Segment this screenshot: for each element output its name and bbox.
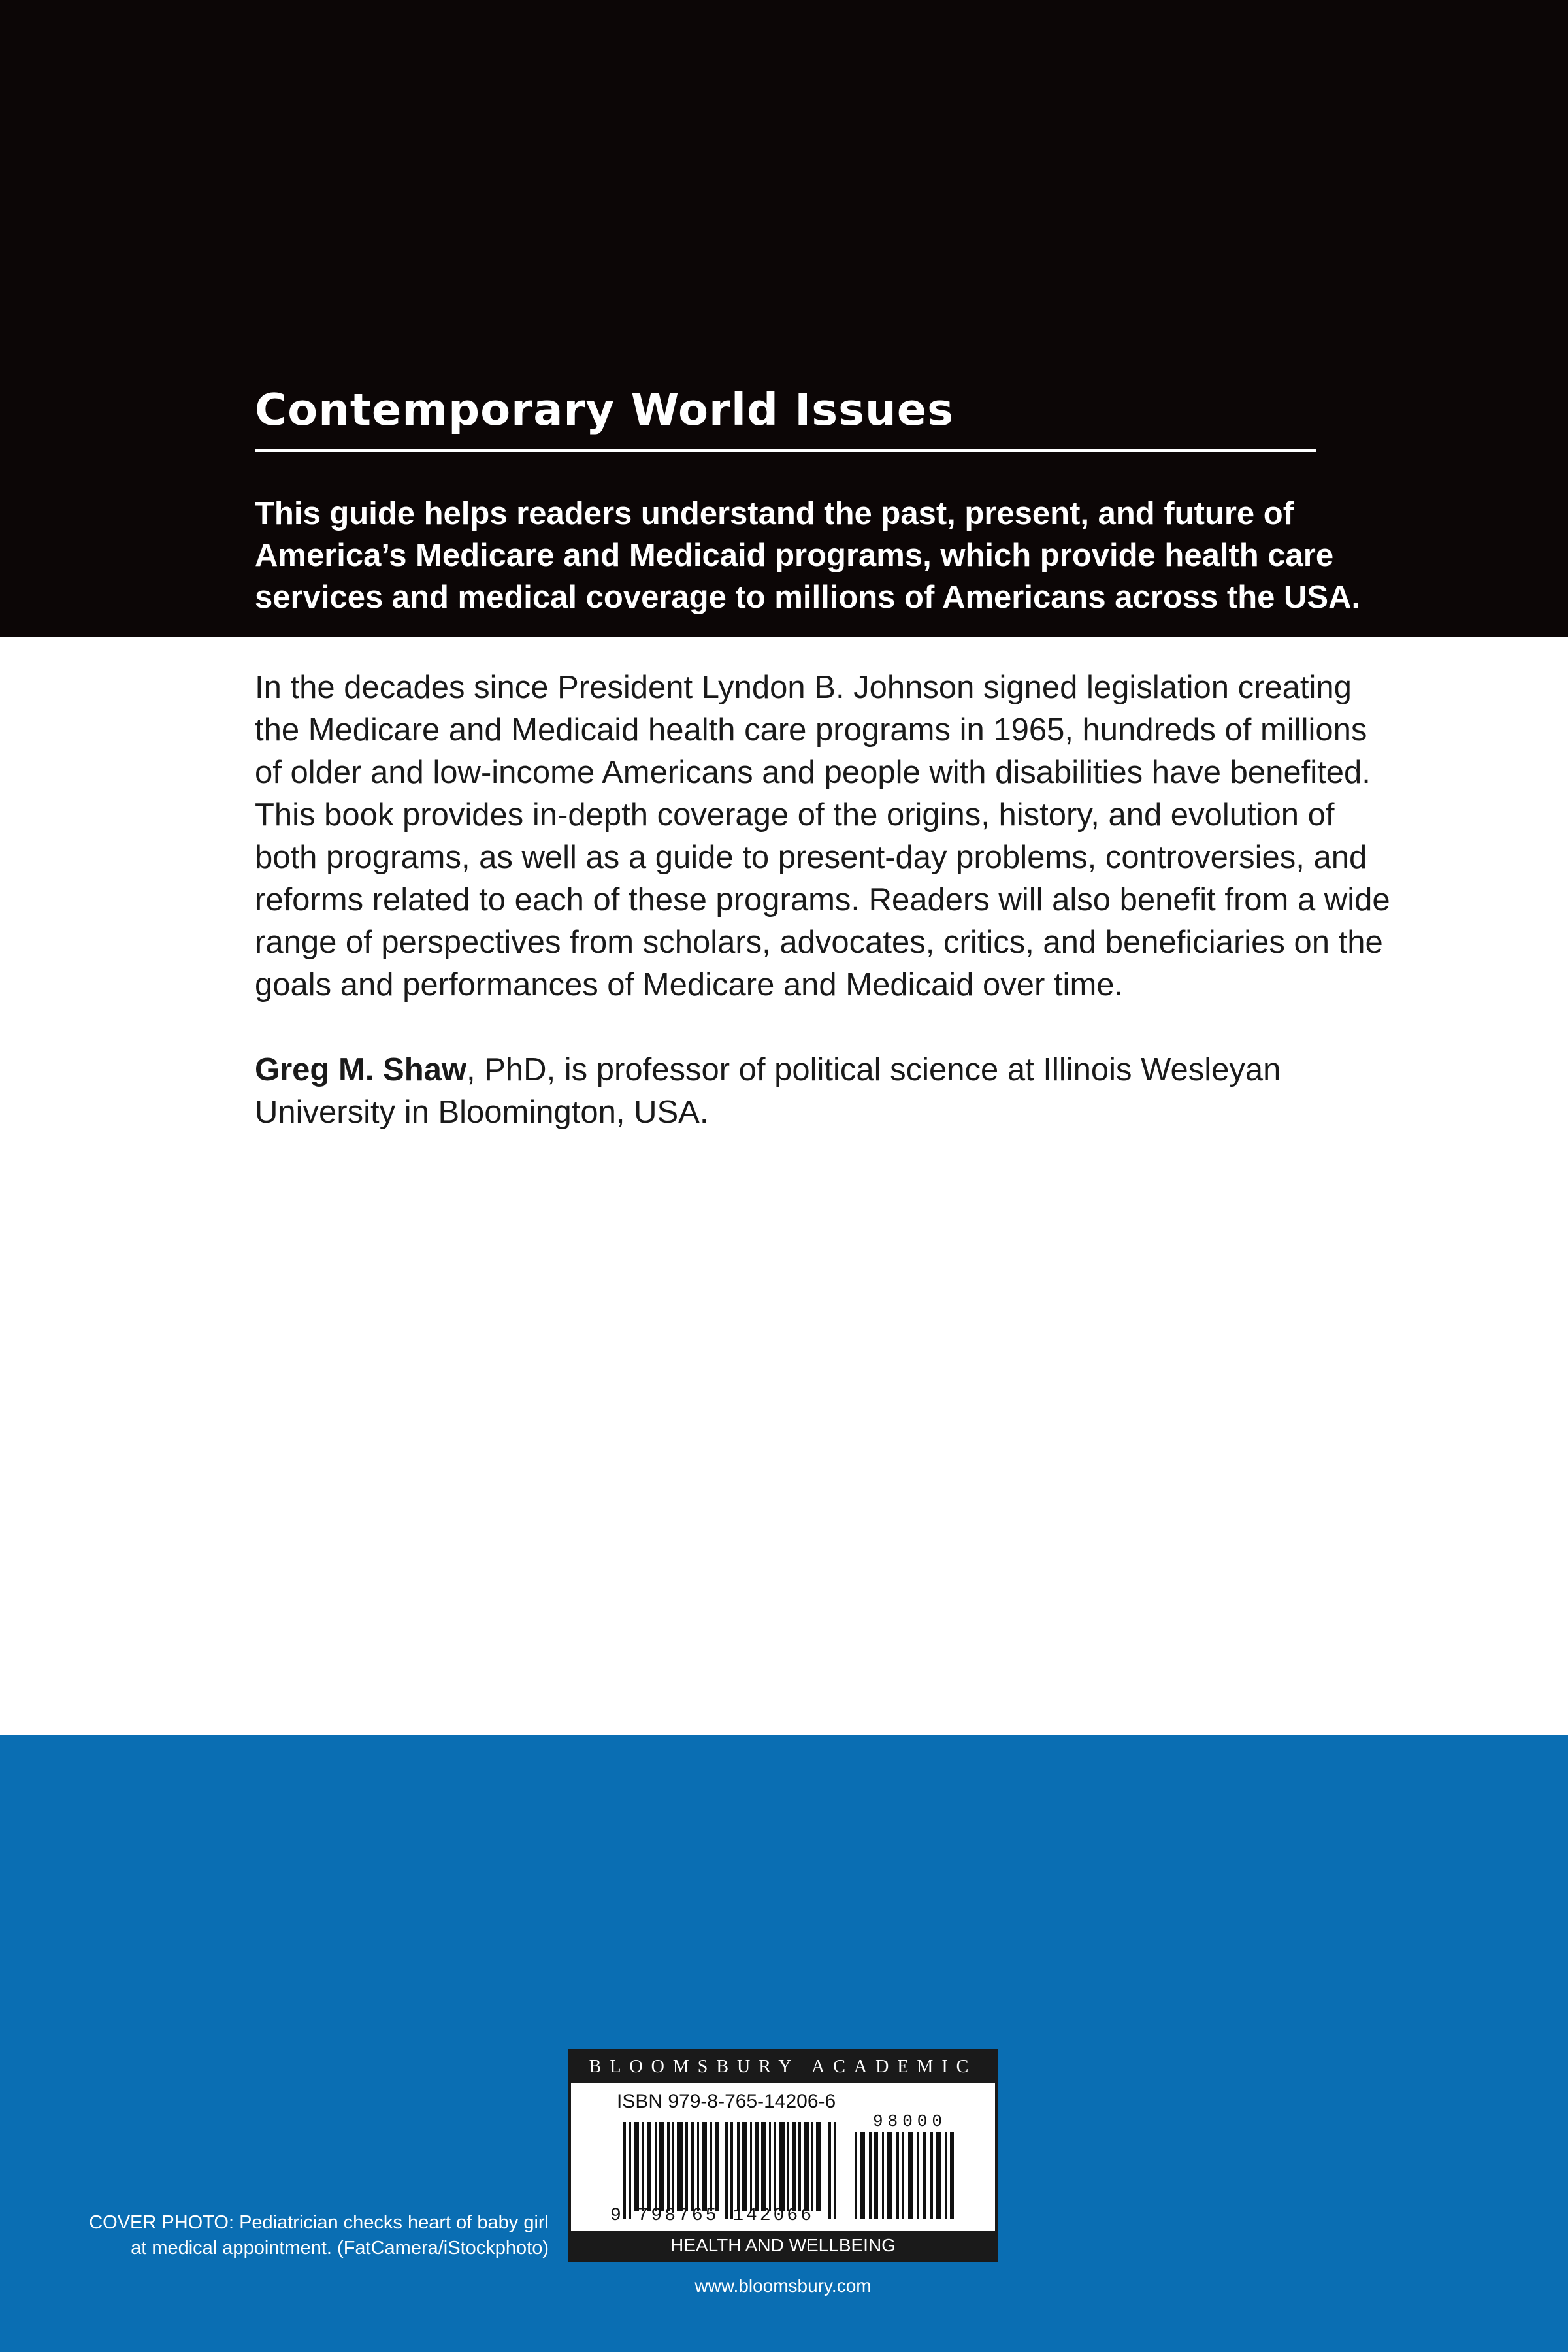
description-line: reforms related to each of these programs. Readers will also benefit from a wide bbox=[255, 882, 1390, 918]
summary-line: America’s Medicare and Medicaid programs, which provide health care bbox=[255, 538, 1334, 573]
author-bio-text: , PhD, is professor of political science at Illinois Wesleyan bbox=[466, 1052, 1281, 1087]
summary-line: This guide helps readers understand the past, present, and future of bbox=[255, 496, 1294, 531]
cover-photo-credit bbox=[89, 2210, 549, 2261]
book-description bbox=[255, 667, 1390, 1006]
author-bio-line: University in Bloomington, USA. bbox=[255, 1095, 709, 1130]
description-line: goals and performances of Medicare and Medicaid over time. bbox=[255, 967, 1124, 1002]
description-line: of older and low-income Americans and people with disabilities have benefited. bbox=[255, 755, 1371, 790]
author-bio-line bbox=[255, 1049, 1365, 1091]
barcode-addon-bars bbox=[855, 2132, 959, 2219]
barcode-addon-digits: 98000 bbox=[873, 2112, 947, 2131]
series-title: Contemporary World Issues bbox=[255, 384, 955, 435]
photo-credit-line: at medical appointment. (FatCamera/iStockphoto) bbox=[131, 2238, 549, 2259]
barcode-main-bars bbox=[623, 2122, 839, 2219]
title-rule bbox=[255, 449, 1316, 452]
barcode-box bbox=[568, 2049, 998, 2262]
description-line: both programs, as well as a guide to present-day problems, controversies, and bbox=[255, 840, 1367, 875]
description-line: the Medicare and Medicaid health care programs in 1965, hundreds of millions bbox=[255, 712, 1367, 748]
summary-line: services and medical coverage to millions of Americans across the USA. bbox=[255, 580, 1361, 615]
isbn: ISBN 979-8-765-14206-6 bbox=[617, 2091, 836, 2112]
description-line: In the decades since President Lyndon B. Johnson signed legislation creating bbox=[255, 670, 1352, 705]
summary-blurb bbox=[255, 493, 1365, 618]
description-line: range of perspectives from scholars, advocates, critics, and beneficiaries on the bbox=[255, 925, 1383, 960]
author-name: Greg M. Shaw bbox=[255, 1052, 467, 1087]
subject-category: HEALTH AND WELLBEING bbox=[571, 2231, 995, 2260]
description-line: This book provides in-depth coverage of the origins, history, and evolution of bbox=[255, 797, 1335, 833]
photo-credit-line: COVER PHOTO: Pediatrician checks heart of baby girl bbox=[89, 2212, 549, 2233]
publisher-website: www.bloomsbury.com bbox=[694, 2276, 872, 2296]
publisher-name: BLOOMSBURY ACADEMIC bbox=[571, 2051, 995, 2083]
barcode-digits: 9 798765 142066 bbox=[610, 2206, 815, 2226]
author-bio bbox=[255, 1049, 1365, 1134]
